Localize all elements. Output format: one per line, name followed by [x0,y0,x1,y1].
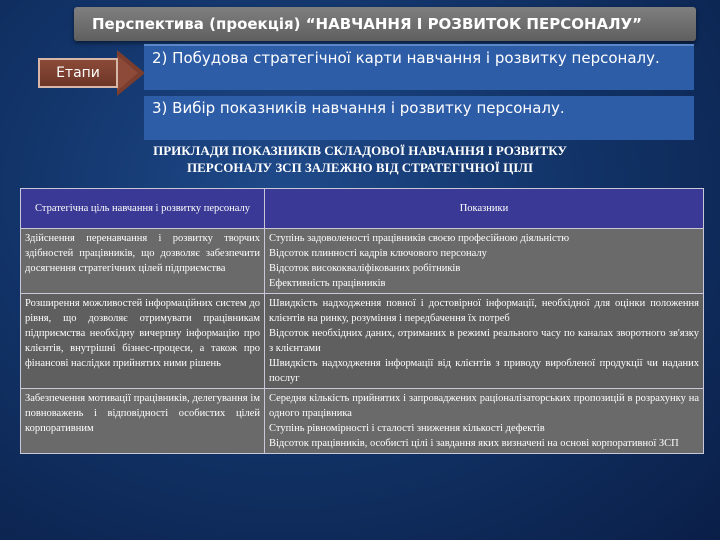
indicators-cell [265,229,704,294]
indicator-item: Середня кількість прийнятих і запроваджених раціоналізаторських пропозицій в розрахунку на одного працівника [269,393,699,419]
table-caption-line-1: ПРИКЛАДИ ПОКАЗНИКІВ СКЛАДОВОЇ НАВЧАННЯ І РОЗВИТКУ [153,143,567,158]
indicator-item: Відсоток необхідних даних, отриманих в режимі реального часу по каналах зворотного зв'язку з клієнтами [269,328,699,354]
indicator-item: Швидкість надходження повної і достовірної інформації, необхідної для оцінки положення клієнтів на ринку, розуміння і передбачення їх потреб [269,298,699,324]
goal-cell: Розширення можливостей інформаційних систем до рівня, що дозволяє отримувати працівникам підприємства необхідну вичерпну інформацію про клієнтів, внутрішні бізнес-процеси, а також про фінансові наслідки прийнятих ними рішень [21,294,265,389]
stages-arrow-inner [117,55,138,91]
indicator-item: Відсоток працівників, особисті цілі і завдання яких визначені на основі корпоративної ЗСП [269,438,679,449]
table-row [21,294,704,389]
indicators-table [20,188,704,454]
indicator-item: Ступінь задоволеності працівників своєю професійною діяльністю [269,233,570,244]
indicator-item: Відсоток плинності кадрів ключового персоналу [269,248,487,259]
indicator-item: Ефективність працівників [269,278,386,289]
step-2-box: 2) Побудова стратегічної карти навчання і розвитку персоналу. [144,44,694,90]
table-row [21,389,704,454]
table-row [21,229,704,294]
indicators-cell [265,294,704,389]
goal-cell: Здійснення перенавчання і розвитку творчих здібностей працівників, що дозволяє забезпечити досягнення стратегічних цілей підприємства [21,229,265,294]
goal-cell: Забезпечення мотивації працівників, делегування ім повноважень і відповідності особистих цілей корпоративним [21,389,265,454]
indicator-item: Ступінь рівномірності і сталості зниження кількості дефектів [269,423,545,434]
indicator-item: Відсоток висококваліфікованих робітників [269,263,461,274]
table-caption [90,142,630,176]
header-indicators: Показники [265,189,704,229]
header-strategic-goal: Стратегічна ціль навчання і розвитку персоналу [21,189,265,229]
table-header-row [21,189,704,229]
table-caption-line-2: ПЕРСОНАЛУ ЗСП ЗАЛЕЖНО ВІД СТРАТЕГІЧНОЇ ЦІЛІ [186,160,534,175]
stages-label: Етапи [38,58,118,88]
indicators-cell [265,389,704,454]
slide-title: Перспектива (проекція) “НАВЧАННЯ І РОЗВИТОК ПЕРСОНАЛУ” [74,7,696,41]
indicator-item: Швидкість надходження інформації від клієнтів з приводу виробленої продукції чи наданих послуг [269,358,699,384]
step-3-box: 3) Вибір показників навчання і розвитку персоналу. [144,96,694,140]
